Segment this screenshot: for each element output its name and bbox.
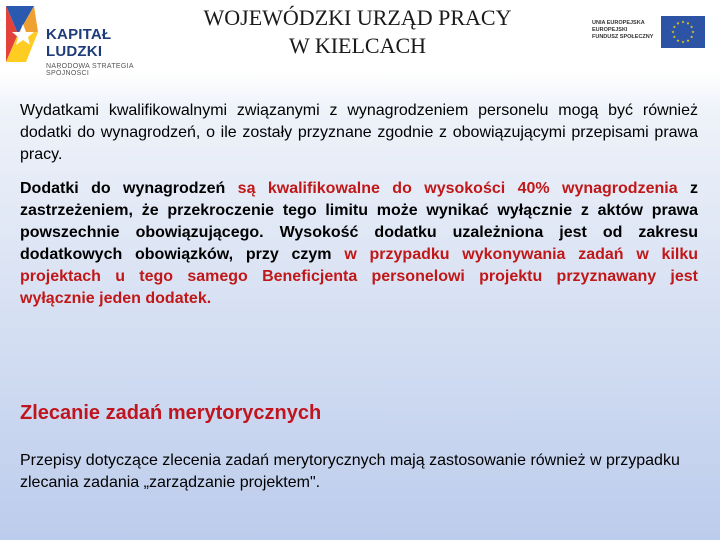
logo-subtitle: NARODOWA STRATEGIA SPÓJNOŚCI [46, 63, 134, 77]
slide-header [0, 0, 720, 77]
main-content [20, 100, 698, 310]
title-line-1: WOJEWÓDZKI URZĄD PRACY [203, 5, 512, 30]
section-heading: Zlecanie zadań merytorycznych [20, 402, 322, 424]
paragraph-2-highlight-2: w przypadku wykonywania zadań w kilku projektach u tego samego Beneficjenta personelowi projektu przyznawany jest wyłącznie jeden dodatek. [20, 246, 699, 307]
paragraph-2-highlight-1: są kwalifikowalne do wysokości 40% wynagrodzenia [237, 180, 678, 197]
kapital-ludzki-logo-icon [4, 4, 44, 64]
eu-flag-icon [661, 16, 705, 48]
paragraph-1: Wydatkami kwalifikowalnymi związanymi z wynagrodzeniem personelu mogą być również dodatki do wynagrodzeń, o ile zostały przyznane zgodnie z obowiązującymi przepisami prawa pracy. [20, 102, 698, 163]
eu-label [592, 20, 653, 41]
eu-label-line-1: UNIA EUROPEJSKA [592, 20, 645, 26]
paragraph-3: Przepisy dotyczące zlecenia zadań merytorycznych mają zastosowanie również w przypadku zlecania zadania „zarządzanie projektem". [20, 452, 680, 491]
page-title [160, 4, 555, 60]
eu-label-line-3: FUNDUSZ SPOŁECZNY [592, 34, 654, 40]
eu-label-line-2: EUROPEJSKI [592, 27, 628, 33]
paragraph-2-part-c: z zastrzeżeniem, że przekroczenie tego limitu może wynikać wyłącznie z aktów prawa powszechnie obowiązującego. Wysokość dodatku uzależniona jest od zakresu dodatkowych obowiązków, przy czym [20, 180, 699, 263]
paragraph-2 [20, 178, 698, 310]
kapital-ludzki-logo [4, 4, 164, 77]
title-line-2: W KIELCACH [288, 33, 427, 58]
paragraph-2-part-a: Dodatki do wynagrodzeń [20, 180, 238, 197]
logo-title: KAPITAŁ LUDZKI [46, 26, 112, 60]
